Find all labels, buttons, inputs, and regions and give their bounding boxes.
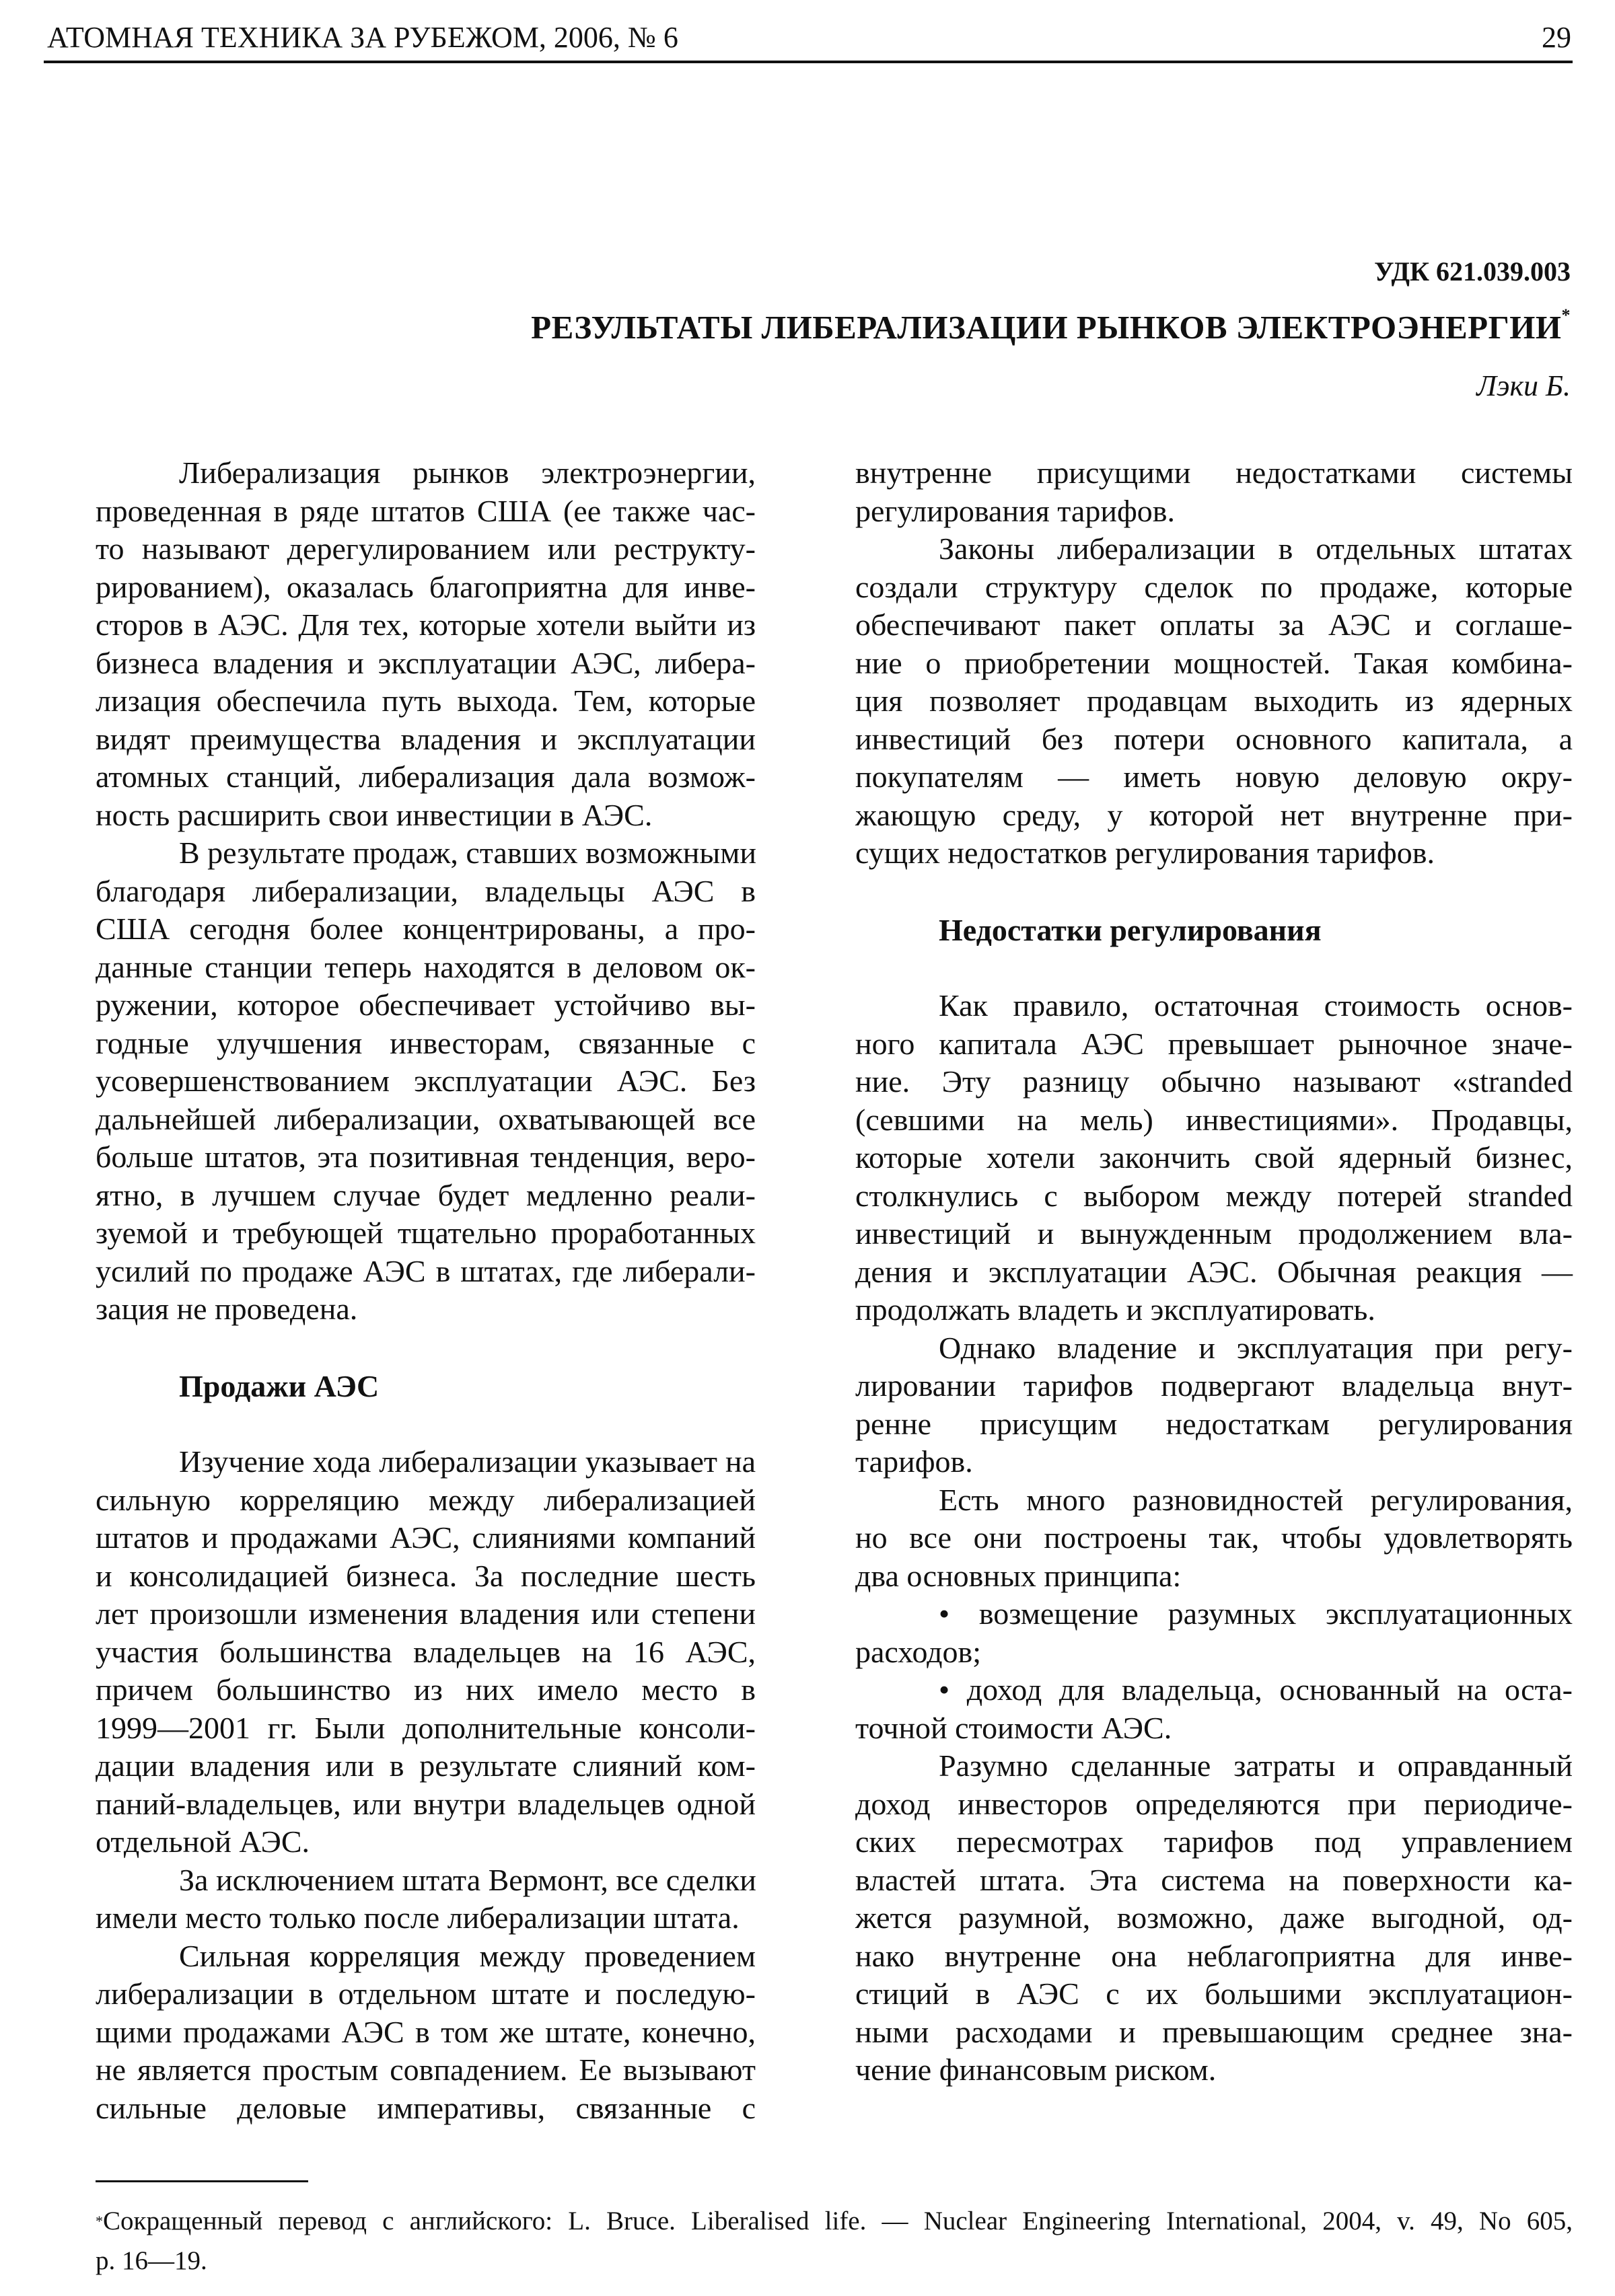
- text-line: дации владения или в результате слияний ком-: [96, 1748, 756, 1783]
- text-line: больше штатов, эта позитивная тенденция, веро-: [96, 1140, 756, 1174]
- article-title: [531, 305, 1571, 346]
- text-line: Есть много разновидностей регулирования,: [939, 1482, 1573, 1517]
- text-line: годные улучшения инвесторам, связанные с: [96, 1025, 756, 1060]
- text-line: либерализации в отдельном штате и последую-: [96, 1976, 756, 2011]
- text-line: ренне присущим недостаткам регулирования: [855, 1406, 1573, 1441]
- text-line: зуемой и требующей тщательно проработанных: [96, 1216, 756, 1250]
- footnote-rule: [96, 2180, 308, 2182]
- text-line: причем большинство из них имело место в: [96, 1672, 756, 1707]
- text-line: создали структуру сделок по продаже, которые: [855, 569, 1573, 604]
- text-line: 1999—2001 гг. Были дополнительные консоли-: [96, 1710, 756, 1745]
- text-line: чение финансовым риском.: [855, 2052, 1217, 2087]
- text-line: регулирования тарифов.: [855, 493, 1175, 528]
- text-line: но все они построены так, чтобы удовлетворять: [855, 1520, 1573, 1555]
- text-line: сильную корреляцию между либерализацией: [96, 1482, 756, 1517]
- text-line: ружении, которое обеспечивает устойчиво вы-: [96, 988, 756, 1022]
- paragraph: [855, 1329, 1573, 1481]
- text-line: атомных станций, либерализация дала возмож-: [96, 760, 756, 794]
- text-line: доход инвесторов определяются при периодиче-: [855, 1786, 1573, 1821]
- text-line: • доход для владельца, основанный на оста-: [939, 1672, 1573, 1707]
- text-line: ными расходами и превышающим среднее зна-: [855, 2014, 1573, 2049]
- text-line: жется разумной, возможно, даже выгодной, од-: [855, 1900, 1573, 1935]
- paragraph: [855, 454, 1573, 530]
- text-line: (севшими на мель) инвестициями». Продавцы,: [855, 1102, 1573, 1137]
- text-line: не является простым совпадением. Ее вызывают: [96, 2052, 756, 2087]
- paragraph: [855, 1747, 1573, 2089]
- text-line: ятно, в лучшем случае будет медленно реали-: [96, 1177, 756, 1212]
- text-line: Изучение хода либерализации указывает на: [179, 1444, 756, 1479]
- text-line: ность расширить свои инвестиции в АЭС.: [96, 797, 653, 832]
- text-line: жающую среду, у которой нет внутренне при-: [855, 797, 1573, 832]
- text-line: США сегодня более концентрированы, а про-: [96, 912, 756, 946]
- text-line: продолжать владеть и эксплуатировать.: [855, 1292, 1375, 1327]
- udk-code: УДК 621.039.003: [1374, 256, 1571, 287]
- left-column: [96, 454, 756, 2127]
- paragraph: [96, 834, 756, 1329]
- text-line: сущих недостатков регулирования тарифов.: [855, 836, 1435, 870]
- text-line: имели место только после либерализации штата.: [96, 1900, 740, 1935]
- text-line: видят преимущества владения и эксплуатации: [96, 721, 756, 756]
- text-line: точной стоимости АЭС.: [855, 1710, 1172, 1745]
- paragraph: [855, 1481, 1573, 1596]
- text-line: инвестиций без потери основного капитала, а: [855, 721, 1573, 756]
- text-line: благодаря либерализации, владельцы АЭС в: [96, 873, 756, 908]
- paragraph: [96, 454, 756, 834]
- article-title-text: РЕЗУЛЬТАТЫ ЛИБЕРАЛИЗАЦИИ РЫНКОВ ЭЛЕКТРОЭНЕРГИИ: [531, 309, 1562, 346]
- text-line: внутренне присущими недостатками системы: [855, 455, 1573, 490]
- paragraph: [855, 530, 1573, 873]
- text-line: покупателям — иметь новую деловую окру-: [855, 760, 1573, 794]
- footnote-mark: *: [1561, 305, 1571, 325]
- running-header: [47, 20, 1571, 61]
- text-line: сторов в АЭС. Для тех, которые хотели выйти из: [96, 607, 756, 642]
- footnote-line: p. 16—19.: [96, 2246, 207, 2275]
- page-number: 29: [1542, 21, 1571, 54]
- paragraph: [855, 987, 1573, 1329]
- text-line: ние о приобретении мощностей. Такая комбина-: [855, 645, 1573, 680]
- journal-title: АТОМНАЯ ТЕХНИКА ЗА РУБЕЖОМ, 2006, № 6: [47, 21, 678, 54]
- section-heading: Продажи АЭС: [179, 1368, 380, 1403]
- right-column: [855, 454, 1573, 2089]
- text-line: ного капитала АЭС превышает рыночное значе-: [855, 1026, 1573, 1061]
- text-line: лет произошли изменения владения или степени: [96, 1596, 756, 1631]
- text-line: За исключением штата Вермонт, все сделки: [179, 1862, 756, 1897]
- paragraph: [855, 1595, 1573, 1671]
- text-line: обеспечивают пакет оплаты за АЭС и соглаше-: [855, 607, 1573, 642]
- footnote-mark: *: [96, 2213, 103, 2229]
- text-line: и консолидацией бизнеса. За последние шесть: [96, 1558, 756, 1593]
- text-line: нако внутренне она неблагоприятна для инве-: [855, 1938, 1573, 1973]
- text-line: ских пересмотрах тарифов под управлением: [855, 1824, 1573, 1859]
- text-line: два основных принципа:: [855, 1558, 1182, 1593]
- section-heading: Недостатки регулирования: [939, 912, 1322, 947]
- text-line: расходов;: [855, 1634, 982, 1669]
- text-line: Либерализация рынков электроэнергии,: [179, 455, 756, 490]
- paragraph: [96, 1443, 756, 1861]
- paragraph: [855, 1671, 1573, 1747]
- paragraph: [96, 1937, 756, 2128]
- text-line: лировании тарифов подвергают владельца внут-: [855, 1368, 1573, 1403]
- text-line: которые хотели закончить свой ядерный бизнес,: [855, 1140, 1573, 1175]
- text-line: отдельной АЭС.: [96, 1824, 310, 1859]
- text-line: столкнулись с выбором между потерей stranded: [855, 1178, 1573, 1213]
- text-line: Как правило, остаточная стоимость основ-: [939, 988, 1573, 1023]
- text-line: сильные деловые императивы, связанные с: [96, 2090, 756, 2125]
- text-line: властей штата. Эта система на поверхности ка-: [855, 1862, 1573, 1897]
- text-line: Законы либерализации в отдельных штатах: [939, 531, 1573, 566]
- text-line: дальнейшей либерализации, охватывающей все: [96, 1101, 756, 1136]
- text-line: участия большинства владельцев на 16 АЭС,: [96, 1634, 756, 1669]
- footnote-text: Сокращенный перевод с английского: L. Bruce. Liberalised life. — Nuclear Engineering International, 2004, v. 49, No 605,: [103, 2207, 1573, 2235]
- text-line: Однако владение и эксплуатация при регу-: [939, 1330, 1573, 1365]
- paragraph: [96, 1861, 756, 1937]
- text-line: стиций в АЭС с их большими эксплуатацион-: [855, 1976, 1573, 2011]
- article-author: Лэки Б.: [1476, 369, 1571, 402]
- text-line: ние. Эту разницу обычно называют «stranded: [855, 1064, 1573, 1099]
- text-line: рированием), оказалась благоприятна для инве-: [96, 569, 756, 604]
- text-line: проведенная в ряде штатов США (ее также час-: [96, 493, 756, 528]
- text-line: зация не проведена.: [96, 1292, 358, 1326]
- text-line: Сильная корреляция между проведением: [179, 1938, 756, 1973]
- text-line: лизация обеспечила путь выхода. Тем, которые: [96, 683, 756, 718]
- text-line: штатов и продажами АЭС, слияниями компаний: [96, 1520, 756, 1555]
- text-line: инвестиций и вынужденным продолжением вла-: [855, 1216, 1573, 1251]
- text-line: В результате продаж, ставших возможными: [179, 836, 757, 870]
- text-line: то называют дерегулированием или реструкту-: [96, 531, 756, 566]
- text-line: паний-владельцев, или внутри владельцев одной: [96, 1786, 756, 1821]
- text-line: тарифов.: [855, 1444, 973, 1479]
- footnote: [96, 2201, 1573, 2281]
- text-line: ция позволяет продавцам выходить из ядерных: [855, 683, 1573, 718]
- text-line: данные станции теперь находятся в деловом ок-: [96, 949, 756, 984]
- text-line: дения и эксплуатации АЭС. Обычная реакция —: [855, 1254, 1573, 1289]
- footnote-line: [96, 2201, 1573, 2241]
- text-line: Разумно сделанные затраты и оправданный: [939, 1748, 1573, 1783]
- header-rule: [44, 61, 1573, 63]
- text-line: щими продажами АЭС в том же штате, конечно,: [96, 2014, 756, 2049]
- text-line: усилий по продаже АЭС в штатах, где либерали-: [96, 1253, 756, 1288]
- text-line: • возмещение разумных эксплуатационных: [939, 1596, 1573, 1631]
- text-line: усовершенствованием эксплуатации АЭС. Без: [96, 1064, 756, 1098]
- text-line: бизнеса владения и эксплуатации АЭС, либера-: [96, 645, 756, 680]
